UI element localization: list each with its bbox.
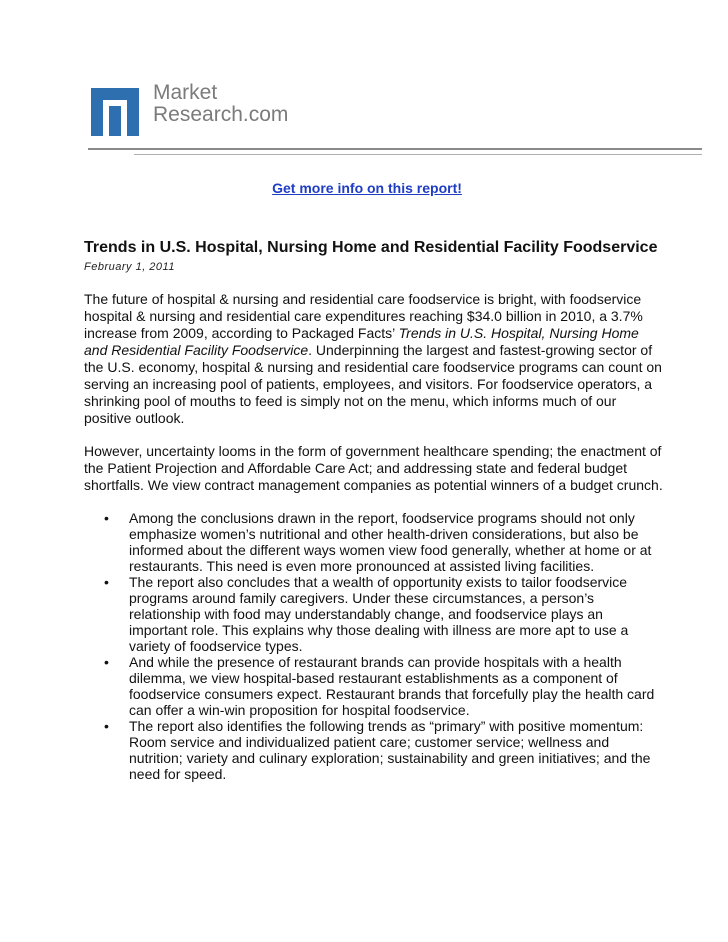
bullet-icon: •	[104, 574, 109, 590]
list-item	[84, 574, 664, 654]
article-title: Trends in U.S. Hospital, Nursing Home and Residential Facility Foodservice	[84, 239, 658, 256]
article	[84, 238, 664, 782]
bullet-icon: •	[104, 718, 109, 734]
report-title-italic: Trends in U.S. Hospital, Nursing Home and Residential Facility Foodservice	[84, 325, 639, 358]
list-item-text: The report also concludes that a wealth of opportunity exists to tailor foodservice programs around family caregivers. Under these circumstances, a person’s relationship with food may understandably change, and foodservice plays an important role. This explains why those dealing with illness are more apt to use a variety of foodservice types.	[129, 574, 629, 654]
paragraph-uncertainty: However, uncertainty looms in the form of government healthcare spending; the enactment of the Patient Projection and Affordable Care Act; and addressing state and federal budget shortfalls. We view contract management companies as potential winners of a budget crunch.	[84, 443, 663, 493]
header-divider	[88, 148, 702, 150]
article-date: February 1, 2011	[84, 261, 175, 273]
marketresearch-logo[interactable]	[91, 80, 291, 138]
list-item	[84, 654, 664, 718]
list-item-text: The report also identifies the following trends as “primary” with positive momentum: Room service and individualized patient care; customer service; wellness and nutrition; variety and culinary exploration; sustainability and green initiatives; and the need for speed.	[129, 718, 651, 782]
paragraph-intro-part-2: . Underpinning the largest and fastest-growing sector of the U.S. economy, hospital & nursing and residential care foodservice programs can count on serving an increasing pool of patients, employees, and visitors. For foodservice operators, a shrinking pool of mouths to feed is simply not on the menu, which informs much of our positive outlook.	[84, 342, 662, 426]
bullet-icon: •	[104, 654, 109, 670]
conclusions-list	[84, 510, 664, 782]
list-item-text: And while the presence of restaurant brands can provide hospitals with a health dilemma, we view hospital-based restaurant establishments as a component of foodservice consumers expect. Restaurant brands that forcefully play the health card can offer a win-win proposition for hospital foodservice.	[129, 654, 655, 718]
list-item	[84, 510, 664, 574]
paragraph-intro-part-1: The future of hospital & nursing and residential care foodservice is bright, with foodservice hospital & nursing and residential care expenditures reaching $34.0 billion in 2010, a 3.7% increase from 2009, according to Packaged Facts’	[84, 291, 643, 341]
logo-line-2: Research.com	[153, 103, 289, 126]
header-divider-secondary	[134, 154, 702, 155]
paragraph-intro	[84, 291, 664, 427]
logo-text	[153, 82, 288, 126]
report-info-link[interactable]: Get more info on this report!	[272, 180, 462, 196]
logo-mark-icon	[91, 88, 139, 136]
bullet-icon: •	[104, 510, 109, 526]
logo-line-1: Market	[153, 81, 218, 104]
list-item	[84, 718, 664, 782]
list-item-text: Among the conclusions drawn in the report, foodservice programs should not only emphasize women’s nutritional and other health-driven considerations, but also be informed about the different ways women view food generally, whether at home or at restaurants. This need is even more pronounced at assisted living facilities.	[129, 510, 652, 574]
